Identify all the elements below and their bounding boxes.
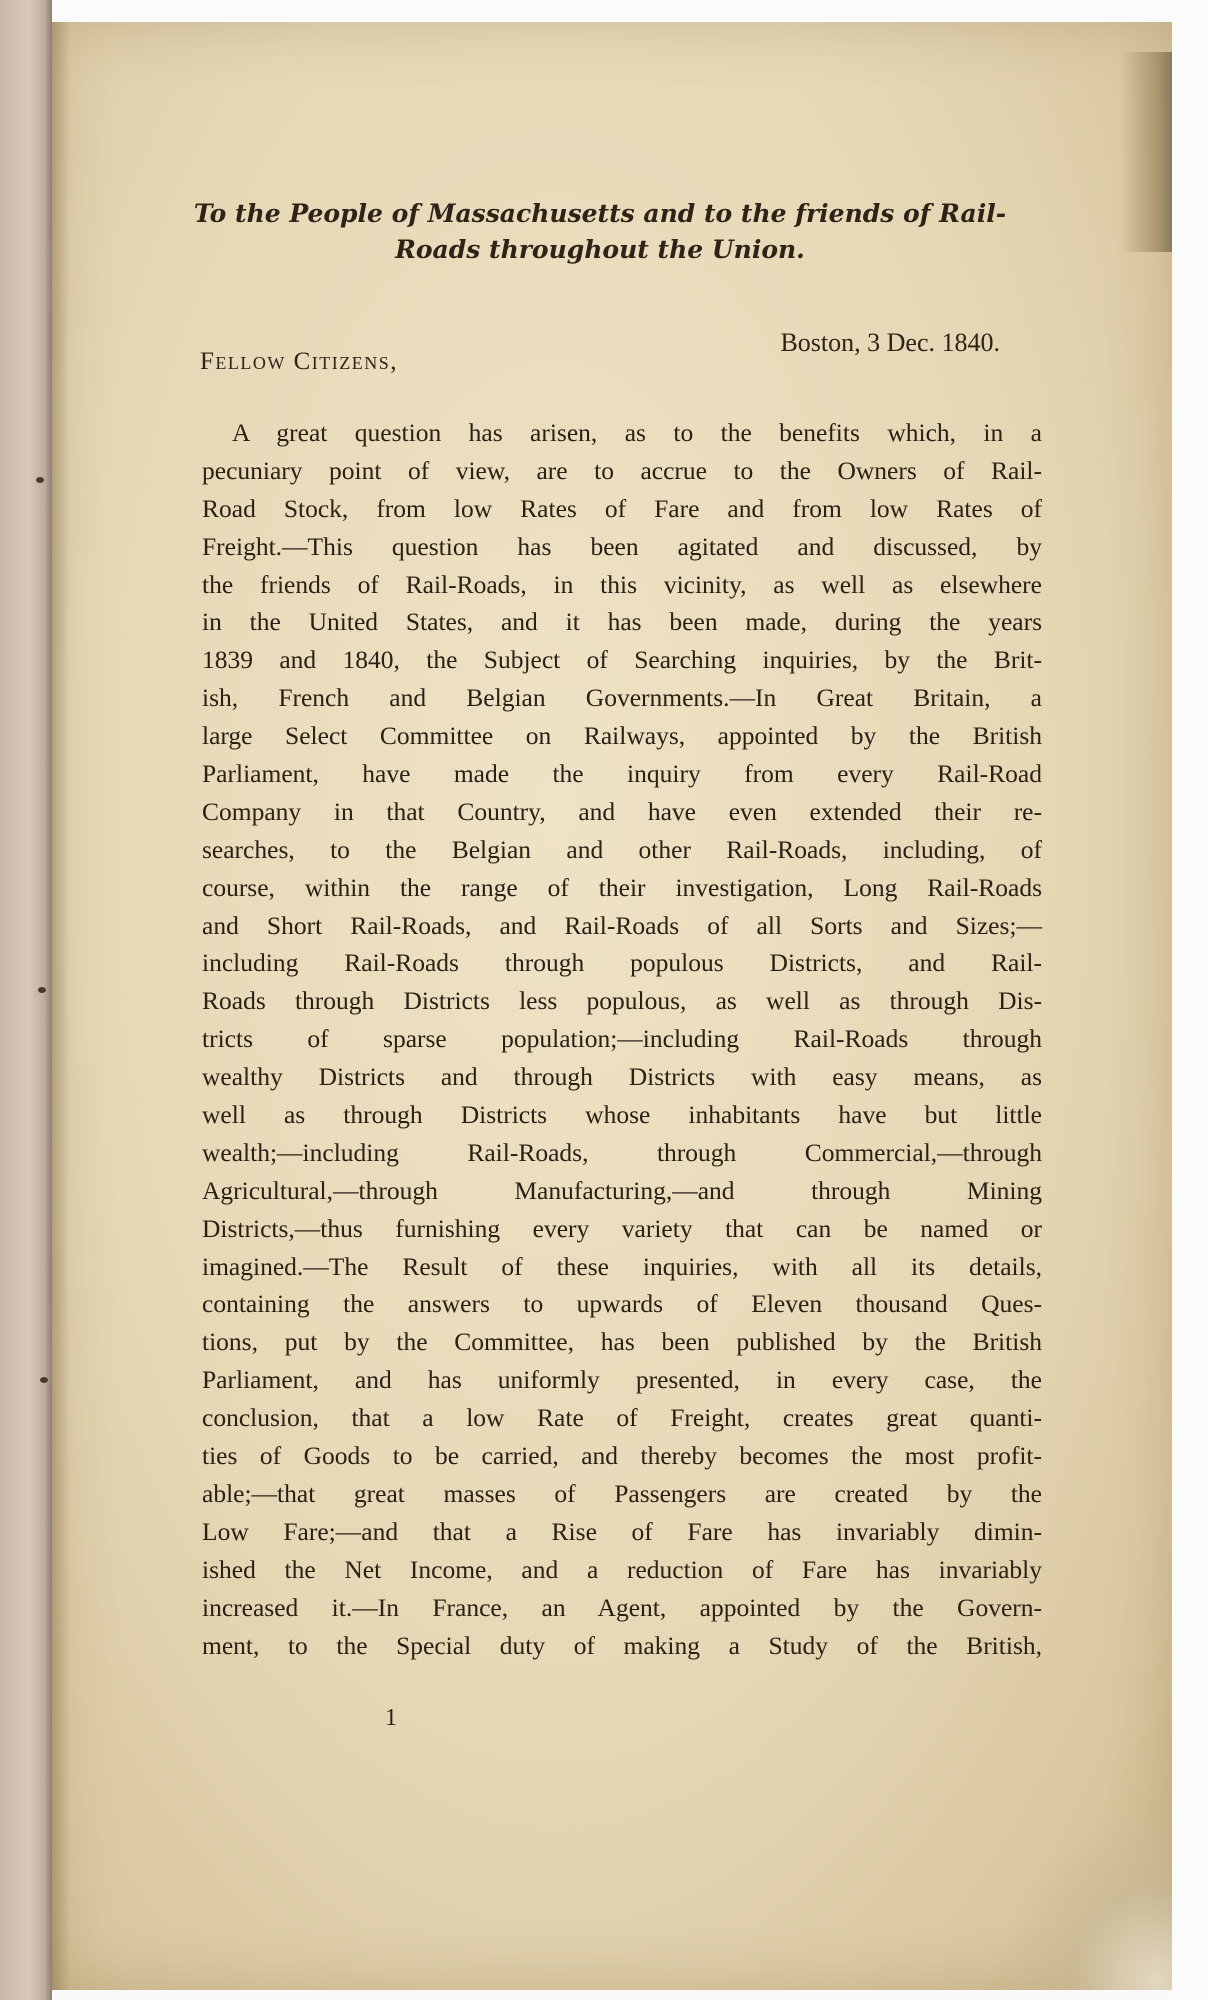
text-line: tions, put by the Committee, has been published by the British <box>202 1327 1042 1357</box>
text-line: ished the Net Income, and a reduction of Fare has invariably <box>202 1554 1042 1584</box>
text-line: well as through Districts whose inhabitants have but little <box>202 1100 1042 1130</box>
text-line: wealth;—including Rail-Roads, through Commercial,—through <box>202 1137 1042 1167</box>
text-line: searches, to the Belgian and other Rail-Roads, including, of <box>202 834 1042 864</box>
text-line: ties of Goods to be carried, and thereby becomes the most profit- <box>202 1441 1042 1471</box>
text-line: course, within the range of their investigation, Long Rail-Roads <box>202 872 1042 902</box>
text-line: A great question has arisen, as to the benefits which, in a <box>232 418 1042 447</box>
heading-line-2: Roads throughout the Union. <box>395 235 805 264</box>
dateline: Boston, 3 Dec. 1840. <box>780 328 1000 357</box>
margin-mark <box>38 987 46 993</box>
text-line: and Short Rail-Roads, and Rail-Roads of all Sorts and Sizes;— <box>202 910 1042 940</box>
text-line: imagined.—The Result of these inquiries, with all its details, <box>202 1251 1042 1281</box>
text-line: able;—that great masses of Passengers are created by the <box>202 1478 1042 1508</box>
text-line: Road Stock, from low Rates of Fare and from low Rates of <box>202 493 1042 523</box>
text-line: including Rail-Roads through populous Districts, and Rail- <box>202 948 1042 978</box>
heading-line-1: To the People of Massachusetts and to the friends of Rail- <box>193 199 1007 228</box>
text-line: ment, to the Special duty of making a Study of the British, <box>202 1630 1042 1660</box>
text-line: Parliament, and has uniformly presented, in every case, the <box>202 1365 1042 1395</box>
text-line: containing the answers to upwards of Eleven thousand Ques- <box>202 1289 1042 1319</box>
background-right <box>1172 0 1208 2000</box>
page-number: 1 <box>385 1705 397 1731</box>
text-line: large Select Committee on Railways, appointed by the British <box>202 721 1042 751</box>
text-line: 1839 and 1840, the Subject of Searching inquiries, by the Brit- <box>202 645 1042 675</box>
text-line: the friends of Rail-Roads, in this vicinity, as well as elsewhere <box>202 569 1042 599</box>
text-line: Low Fare;—and that a Rise of Fare has invariably dimin- <box>202 1516 1042 1546</box>
worn-corner-bottom-right <box>1012 1820 1172 1990</box>
text-line: pecuniary point of view, are to accrue to the Owners of Rail- <box>202 455 1042 485</box>
body-text <box>202 414 1042 1664</box>
margin-mark <box>36 477 44 483</box>
text-line: Freight.—This question has been agitated and discussed, by <box>202 531 1042 561</box>
text-line: Roads through Districts less populous, as well as through Dis- <box>202 986 1042 1016</box>
binding-spine <box>0 0 52 2000</box>
text-line: Districts,—thus furnishing every variety that can be named or <box>202 1213 1042 1243</box>
margin-mark <box>40 1377 48 1383</box>
text-line: wealthy Districts and through Districts with easy means, as <box>202 1062 1042 1092</box>
text-line: Company in that Country, and have even extended their re- <box>202 796 1042 826</box>
worn-edge-top-right <box>1120 52 1172 252</box>
text-line: increased it.—In France, an Agent, appointed by the Govern- <box>202 1592 1042 1622</box>
text-line: tricts of sparse population;—including Rail-Roads through <box>202 1024 1042 1054</box>
text-line: Parliament, have made the inquiry from every Rail-Road <box>202 759 1042 789</box>
address-heading <box>150 196 1050 268</box>
background-top <box>52 0 1208 22</box>
text-line: Agricultural,—through Manufacturing,—and through Mining <box>202 1175 1042 1205</box>
text-line: ish, French and Belgian Governments.—In Great Britain, a <box>202 683 1042 713</box>
gutter-shadow <box>52 22 70 1990</box>
text-line: conclusion, that a low Rate of Freight, creates great quanti- <box>202 1403 1042 1433</box>
text-line: in the United States, and it has been made, during the years <box>202 607 1042 637</box>
salutation: Fellow Citizens, <box>200 348 399 375</box>
